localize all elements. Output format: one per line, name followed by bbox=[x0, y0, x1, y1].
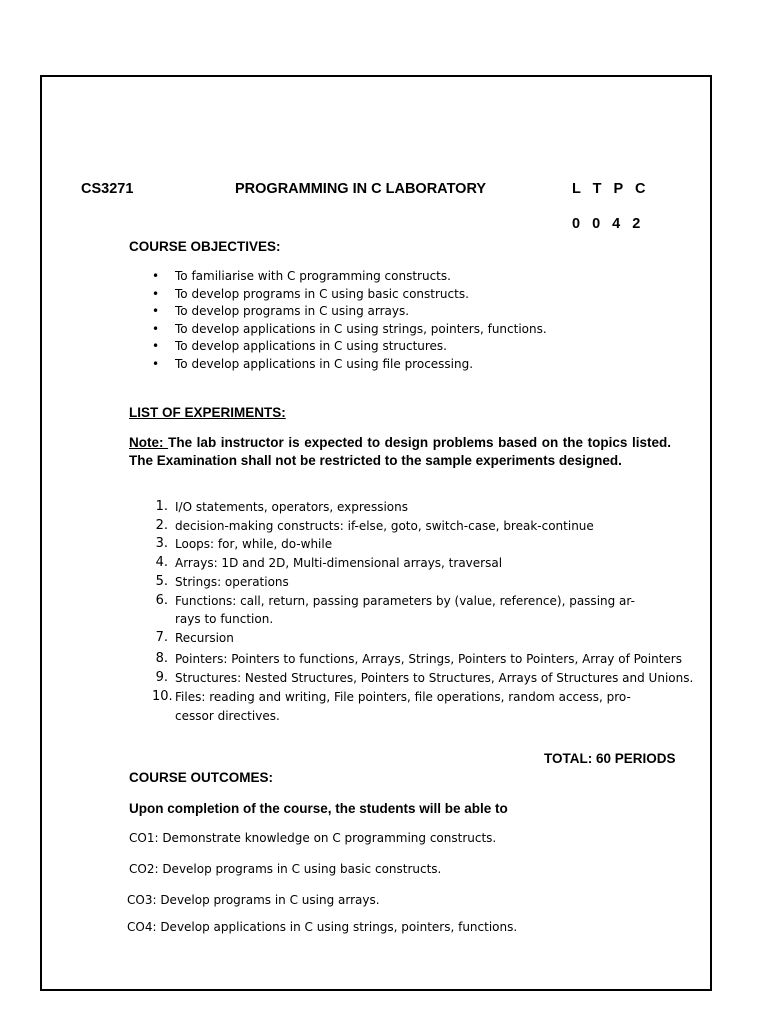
page-border bbox=[40, 75, 712, 991]
note-text: The lab instructor is expected to design problems based on the topics listed. The Examination shall not be restricted to the sample experiments designed. bbox=[129, 435, 672, 468]
experiment-number: 2. bbox=[155, 518, 168, 533]
bullet-icon: • bbox=[152, 286, 160, 301]
outcome-item: CO3: Develop programs in C using arrays. bbox=[127, 893, 380, 907]
experiments-note bbox=[129, 434, 671, 470]
experiment-number: 4. bbox=[155, 555, 168, 570]
experiment-text: Strings: operations bbox=[175, 575, 289, 589]
experiment-text: Arrays: 1D and 2D, Multi-dimensional arrays, traversal bbox=[175, 556, 503, 570]
outcome-item: CO4: Develop applications in C using strings, pointers, functions. bbox=[127, 920, 518, 934]
experiment-number: 8. bbox=[155, 651, 168, 666]
experiment-number: 6. bbox=[155, 593, 168, 608]
experiment-number: 5. bbox=[155, 574, 168, 589]
course-title: PROGRAMMING IN C LABORATORY bbox=[235, 181, 487, 197]
total-periods: TOTAL: 60 PERIODS bbox=[544, 751, 676, 766]
experiment-text-continued: rays to function. bbox=[175, 612, 274, 626]
experiment-text: Pointers: Pointers to functions, Arrays, Strings, Pointers to Pointers, Array of Pointers bbox=[175, 652, 682, 666]
experiment-number: 7. bbox=[155, 630, 168, 645]
outcome-item: CO1: Demonstrate knowledge on C programming constructs. bbox=[129, 831, 497, 845]
outcomes-heading: COURSE OUTCOMES: bbox=[129, 770, 274, 785]
bullet-icon: • bbox=[152, 339, 160, 354]
course-code: CS3271 bbox=[81, 181, 134, 197]
bullet-icon: • bbox=[152, 321, 160, 336]
experiments-heading: LIST OF EXPERIMENTS: bbox=[129, 405, 286, 420]
outcome-item: CO2: Develop programs in C using basic constructs. bbox=[129, 862, 442, 876]
outcomes-intro: Upon completion of the course, the students will be able to bbox=[129, 801, 508, 816]
bullet-icon: • bbox=[152, 304, 160, 319]
ltpc-label: L T P C bbox=[572, 181, 650, 197]
experiment-number: 3. bbox=[155, 536, 168, 551]
experiment-text: Structures: Nested Structures, Pointers to Structures, Arrays of Structures and Unions. bbox=[175, 671, 694, 685]
bullet-icon: • bbox=[152, 356, 160, 371]
experiment-text: Recursion bbox=[175, 631, 234, 645]
experiment-text: I/O statements, operators, expressions bbox=[175, 500, 408, 514]
objectives-heading: COURSE OBJECTIVES: bbox=[129, 239, 281, 254]
experiment-text: Files: reading and writing, File pointers, file operations, random access, pro- bbox=[175, 690, 631, 704]
experiment-text-continued: cessor directives. bbox=[175, 709, 280, 723]
experiment-number: 1. bbox=[155, 499, 168, 514]
experiment-number: 10. bbox=[152, 689, 173, 704]
experiment-number: 9. bbox=[155, 670, 168, 685]
experiment-text: Functions: call, return, passing parameters by (value, reference), passing ar- bbox=[175, 594, 635, 608]
experiment-text: Loops: for, while, do-while bbox=[175, 537, 333, 551]
ltpc-values: 0 0 4 2 bbox=[572, 216, 645, 232]
bullet-icon: • bbox=[152, 269, 160, 283]
note-label: Note: bbox=[129, 435, 169, 450]
experiment-text: decision-making constructs: if-else, goto, switch-case, break-continue bbox=[175, 519, 594, 533]
